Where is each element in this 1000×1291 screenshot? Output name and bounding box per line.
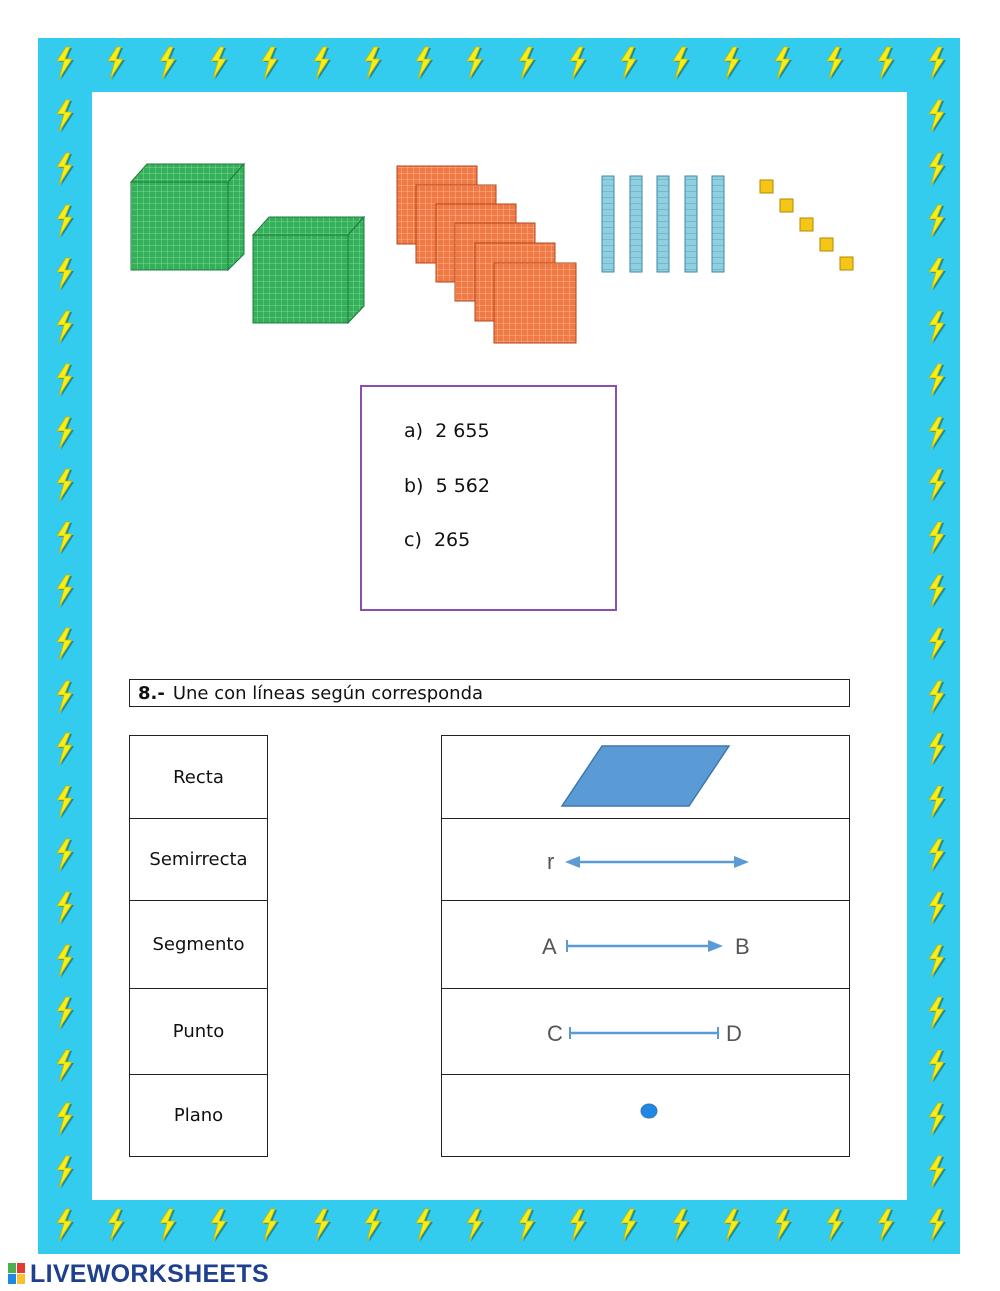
lightning-bolt-icon — [52, 1208, 76, 1242]
option-letter: c) — [404, 529, 422, 551]
option-letter: b) — [404, 475, 424, 497]
point-figure — [442, 1076, 849, 1156]
lightning-bolt-icon — [52, 1049, 76, 1083]
lightning-bolt-icon — [924, 363, 948, 397]
option-b[interactable] — [404, 475, 490, 497]
lightning-bolt-icon — [924, 627, 948, 661]
lightning-bolt-icon — [155, 1208, 179, 1242]
question-title — [129, 679, 850, 707]
lightning-bolt-icon — [52, 574, 76, 608]
lightning-bolt-icon — [52, 1102, 76, 1136]
answer-options-box — [360, 385, 617, 611]
ray-end-label: B — [735, 934, 750, 959]
lightning-bolt-icon — [52, 627, 76, 661]
lightning-bolt-icon — [924, 891, 948, 925]
term-label: Recta — [173, 766, 224, 788]
lightning-bolt-icon — [52, 838, 76, 872]
lightning-bolt-icon — [770, 1208, 794, 1242]
lightning-bolt-icon — [668, 1208, 692, 1242]
option-value: 265 — [433, 529, 471, 551]
term-label: Punto — [172, 1021, 225, 1042]
lightning-bolt-icon — [924, 574, 948, 608]
brand-name: LIVEWORKSHEETS — [30, 1259, 269, 1288]
figure-cell-segment[interactable] — [442, 989, 849, 1075]
lightning-bolt-icon — [52, 521, 76, 555]
parallelogram-plane-icon — [442, 736, 849, 818]
lightning-bolt-icon — [52, 891, 76, 925]
lightning-bolt-icon — [52, 1155, 76, 1189]
lightning-bolt-icon — [924, 996, 948, 1030]
term-cell-plano[interactable] — [130, 1075, 267, 1156]
point-dot-icon — [641, 1104, 657, 1118]
lightning-bolt-icon — [924, 416, 948, 450]
unit-cubes-icon — [760, 180, 853, 270]
lightning-bolt-icon — [360, 1208, 384, 1242]
figure-cell-point[interactable] — [442, 1075, 849, 1156]
lightning-bolt-icon — [616, 1208, 640, 1242]
question-number: 8.- — [138, 683, 165, 704]
line-label: r — [547, 849, 555, 874]
ten-rods-icon — [602, 176, 724, 272]
term-cell-segmento[interactable] — [130, 901, 267, 989]
liveworksheets-logo[interactable] — [8, 1260, 269, 1288]
segment-line-icon — [570, 1027, 718, 1039]
lightning-bolt-icon — [924, 680, 948, 714]
lightning-bolt-icon — [924, 944, 948, 978]
lightning-bolt-icon — [924, 521, 948, 555]
lightning-bolt-icon — [52, 363, 76, 397]
segment-figure — [442, 989, 849, 1074]
figure-cell-ray[interactable] — [442, 901, 849, 989]
base-ten-blocks-illustration — [0, 0, 1000, 360]
figures-table — [441, 735, 850, 1157]
lightning-bolt-icon — [52, 996, 76, 1030]
term-cell-punto[interactable] — [130, 989, 267, 1075]
ray-figure — [442, 901, 849, 988]
term-label: Semirrecta — [149, 849, 248, 870]
option-letter: a) — [404, 420, 424, 442]
term-cell-semirrecta[interactable] — [130, 819, 267, 901]
term-cell-recta[interactable] — [130, 736, 267, 819]
line-figure — [442, 819, 849, 900]
lightning-bolt-icon — [462, 1208, 486, 1242]
double-arrow-line-icon — [565, 856, 749, 868]
lightning-bolt-icon — [924, 468, 948, 502]
terms-table — [129, 735, 268, 1157]
term-label: Segmento — [152, 934, 245, 955]
lightning-bolt-icon — [514, 1208, 538, 1242]
figure-cell-plane[interactable] — [442, 736, 849, 819]
lightning-bolt-icon — [924, 1049, 948, 1083]
lightning-bolt-icon — [309, 1208, 333, 1242]
lightning-bolt-icon — [52, 680, 76, 714]
segment-end-label: D — [726, 1021, 742, 1046]
lightning-bolt-icon — [411, 1208, 435, 1242]
thousand-cube-icon — [131, 164, 244, 270]
lightning-bolt-icon — [565, 1208, 589, 1242]
lightning-bolt-icon — [873, 1208, 897, 1242]
option-value: 2 655 — [435, 420, 490, 442]
lightning-bolt-icon — [103, 1208, 127, 1242]
term-label: Plano — [173, 1105, 224, 1126]
lightning-bolt-icon — [52, 732, 76, 766]
lightning-bolt-icon — [822, 1208, 846, 1242]
hundred-flats-icon — [397, 166, 576, 343]
figure-cell-line[interactable] — [442, 819, 849, 901]
lightning-bolt-icon — [719, 1208, 743, 1242]
lightning-bolt-icon — [924, 1102, 948, 1136]
option-c[interactable] — [404, 529, 470, 551]
lightning-bolt-icon — [924, 732, 948, 766]
segment-start-label: C — [547, 1021, 563, 1046]
lightning-bolt-icon — [924, 838, 948, 872]
lightning-bolt-icon — [52, 944, 76, 978]
lightning-bolt-icon — [52, 416, 76, 450]
lightning-bolt-icon — [52, 468, 76, 502]
thousand-cube-icon — [253, 217, 364, 323]
option-a[interactable] — [404, 420, 490, 442]
ray-arrow-icon — [567, 940, 723, 952]
lightning-bolt-icon — [924, 785, 948, 819]
option-value: 5 562 — [435, 475, 490, 497]
lightning-bolt-icon — [206, 1208, 230, 1242]
lightning-bolt-icon — [257, 1208, 281, 1242]
lightning-bolt-icon — [924, 1208, 948, 1242]
ray-start-label: A — [542, 934, 557, 959]
question-text: Une con líneas según corresponda — [172, 683, 484, 704]
lightning-bolt-icon — [924, 1155, 948, 1189]
lightning-bolt-icon — [52, 785, 76, 819]
liveworksheets-logo-icon — [8, 1263, 26, 1285]
